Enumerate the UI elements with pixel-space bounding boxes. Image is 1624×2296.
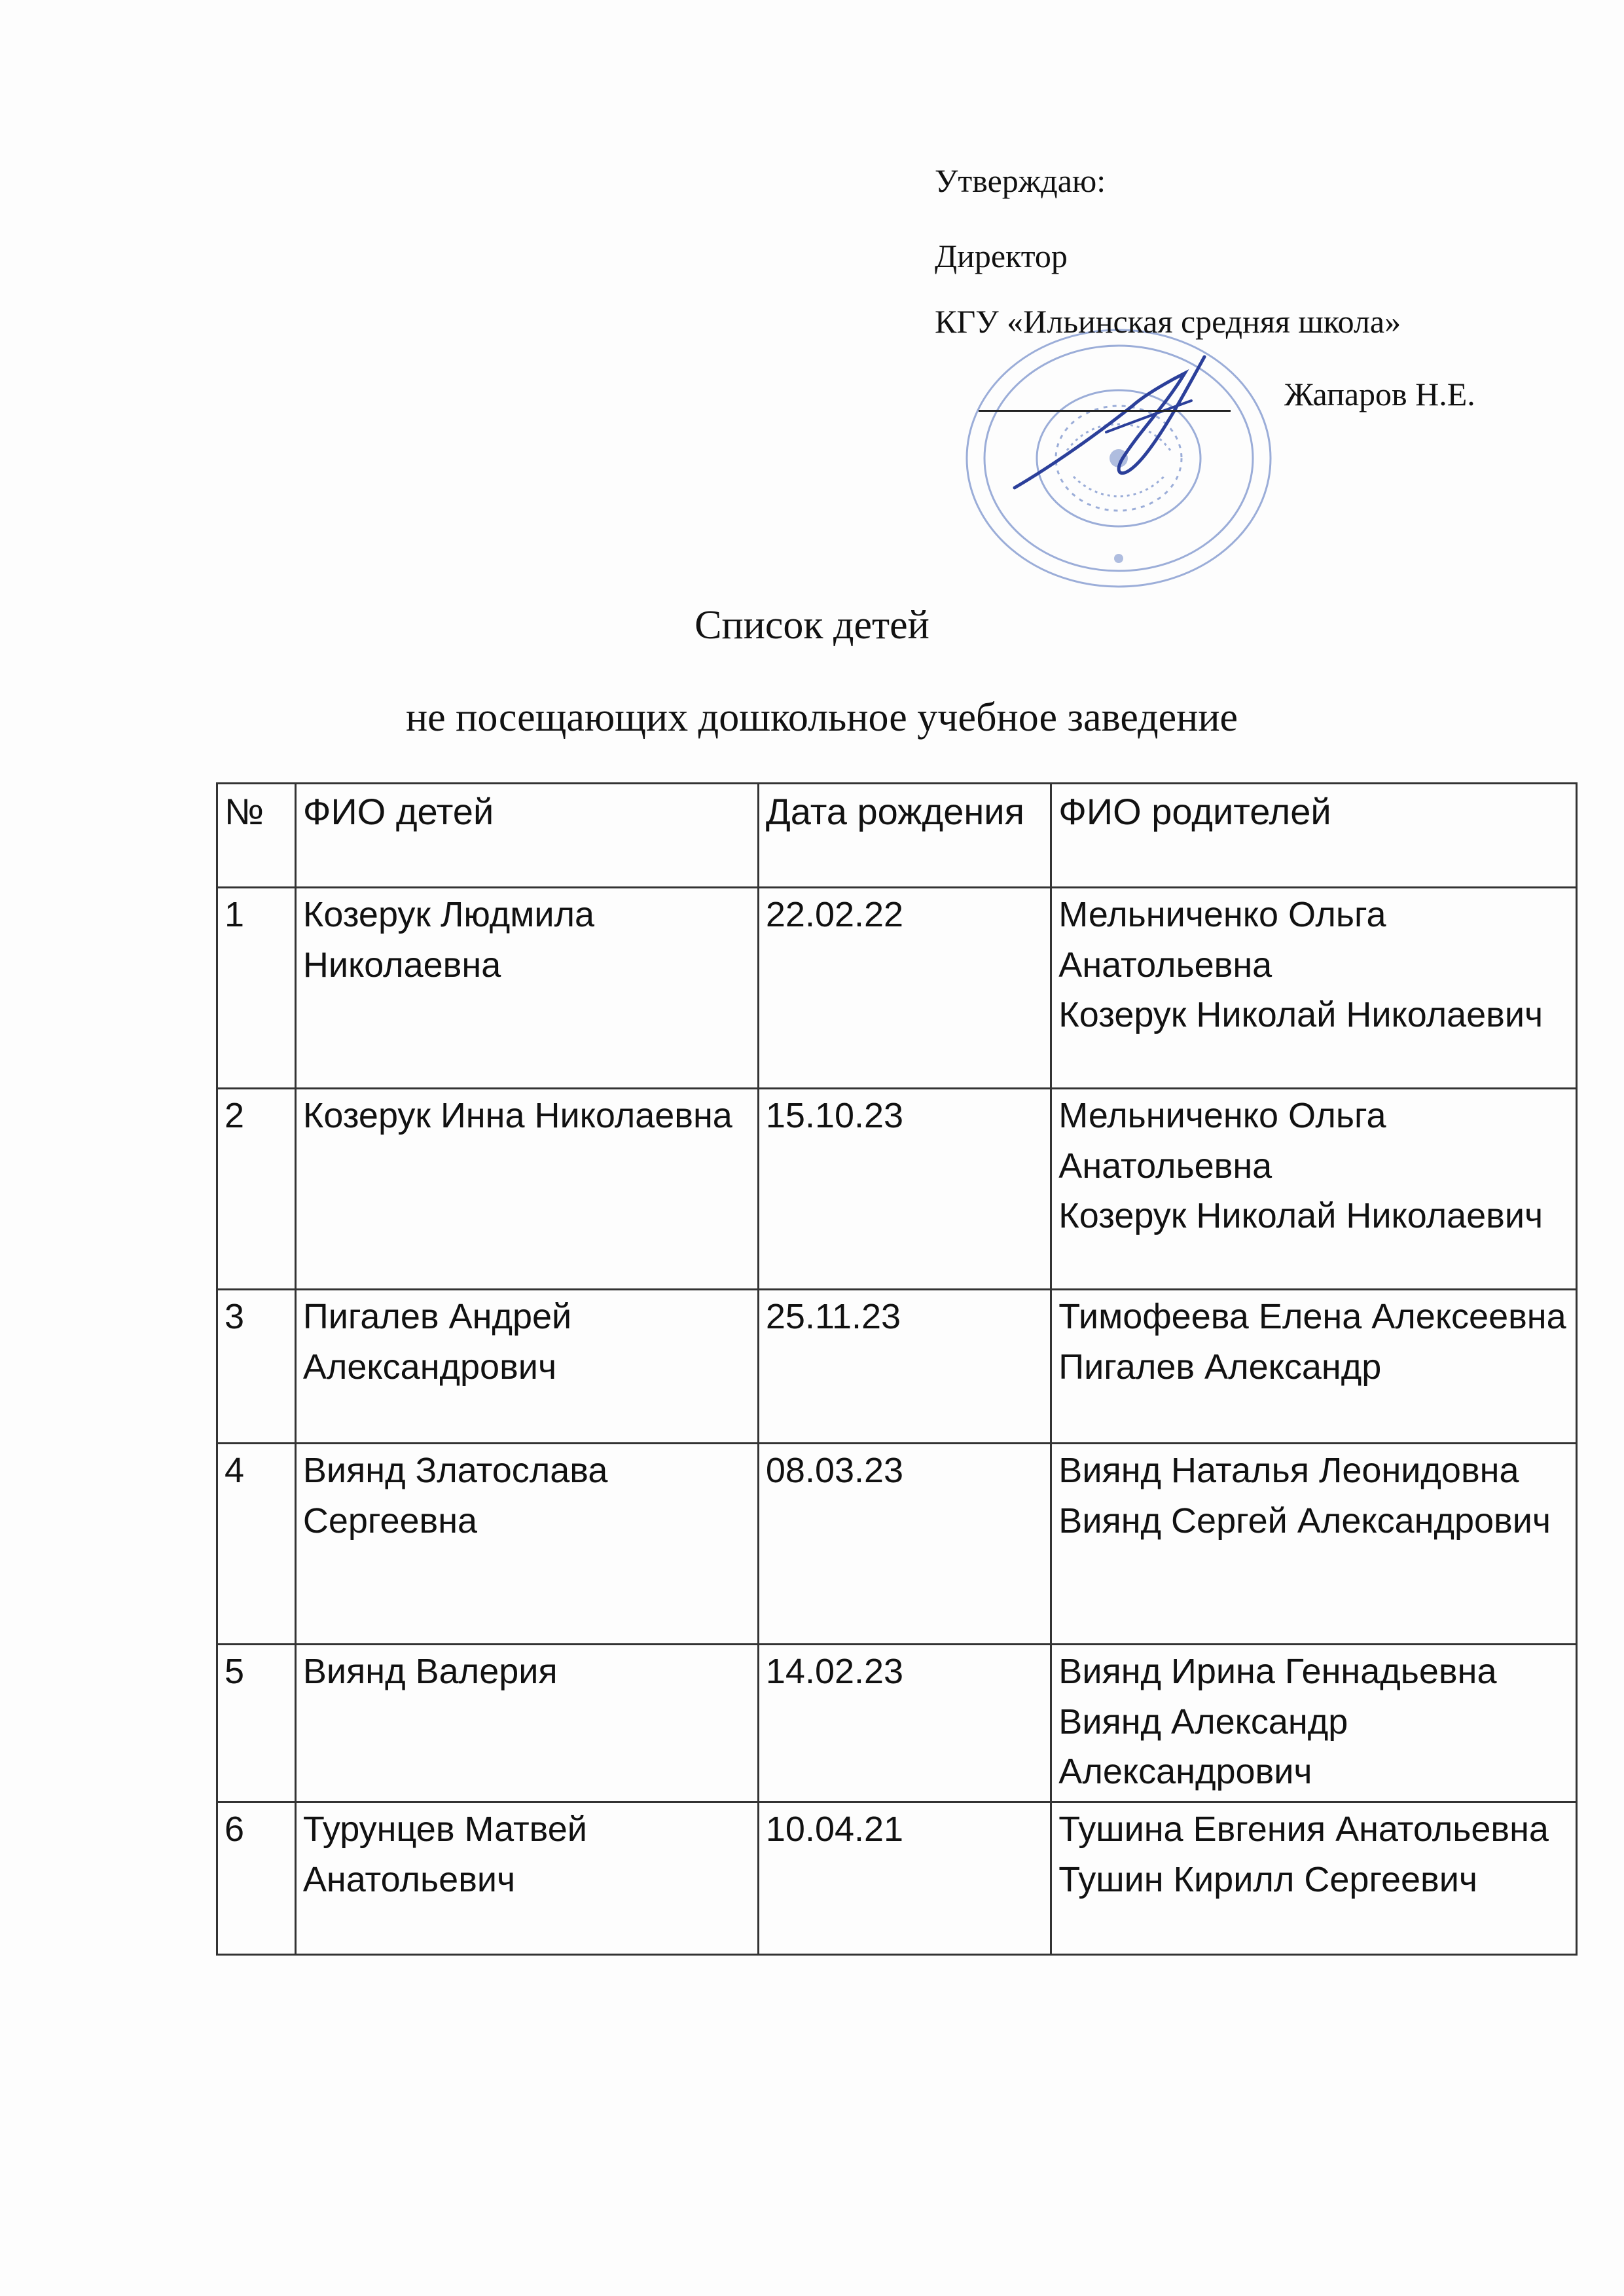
row-number: 4 [217,1444,296,1645]
header-child-name: ФИО детей [295,784,758,888]
signature-line [979,410,1231,412]
row-number: 3 [217,1290,296,1444]
parents-cell [1051,1444,1577,1645]
row-number: 2 [217,1089,296,1290]
parent-name: Мельниченко Ольга Анатольевна [1058,1096,1386,1186]
parent-name: Тушина Евгения Анатольевна [1058,1810,1549,1850]
parent-name: Пигалев Александр [1058,1347,1382,1387]
director-name: Жапаров Н.Е. [1284,376,1475,412]
parent-name: Тимофеева Елена Алексеевна [1058,1297,1566,1336]
document-title: Список детей [695,603,929,647]
child-name: Виянд Златослава Сергеевна [295,1444,758,1645]
birth-date: 22.02.22 [758,888,1051,1089]
child-name: Турунцев Матвей Анатольевич [295,1802,758,1955]
parent-name: Виянд Наталья Леонидовна [1058,1451,1519,1490]
table-header-row [217,784,1577,888]
parent-name: Виянд Ирина Геннадьевна [1058,1652,1497,1691]
parent-name: Мельниченко Ольга Анатольевна [1058,895,1386,985]
birth-date: 25.11.23 [758,1290,1051,1444]
table-row [217,1444,1577,1645]
parents-cell [1051,1802,1577,1955]
row-number: 6 [217,1802,296,1955]
director-signature [1008,354,1231,511]
birth-date: 10.04.21 [758,1802,1051,1955]
child-name: Козерук Инна Николаевна [295,1089,758,1290]
document-subtitle: не посещающих дошкольное учебное заведение [405,695,1238,740]
child-name: Козерук Людмила Николаевна [295,888,758,1089]
approval-position: Директор [935,238,1068,274]
row-number: 1 [217,888,296,1089]
table-row [217,1802,1577,1955]
parents-cell [1051,1089,1577,1290]
parent-name: Тушин Кирилл Сергеевич [1058,1859,1478,1899]
header-number: № [217,784,296,888]
child-name: Пигалев Андрей Александрович [295,1290,758,1444]
table-row [217,888,1577,1089]
table-row [217,1290,1577,1444]
row-number: 5 [217,1645,296,1802]
birth-date: 15.10.23 [758,1089,1051,1290]
parent-name: Козерук Николай Николаевич [1058,1196,1543,1236]
parent-name: Козерук Николай Николаевич [1058,995,1543,1035]
header-birth-date: Дата рождения [758,784,1051,888]
approval-organization: КГУ «Ильинская средняя школа» [935,303,1401,340]
birth-date: 08.03.23 [758,1444,1051,1645]
table-row [217,1645,1577,1802]
parents-cell [1051,1290,1577,1444]
table-row [217,1089,1577,1290]
parent-name: Виянд Сергей Александрович [1058,1501,1551,1540]
child-name: Виянд Валерия [295,1645,758,1802]
birth-date: 14.02.23 [758,1645,1051,1802]
parent-name: Виянд Александр Александрович [1058,1702,1348,1792]
header-parents: ФИО родителей [1051,784,1577,888]
parents-cell [1051,1645,1577,1802]
approval-line: Утверждаю: [935,162,1106,199]
parents-cell [1051,888,1577,1089]
children-table [216,782,1578,1956]
